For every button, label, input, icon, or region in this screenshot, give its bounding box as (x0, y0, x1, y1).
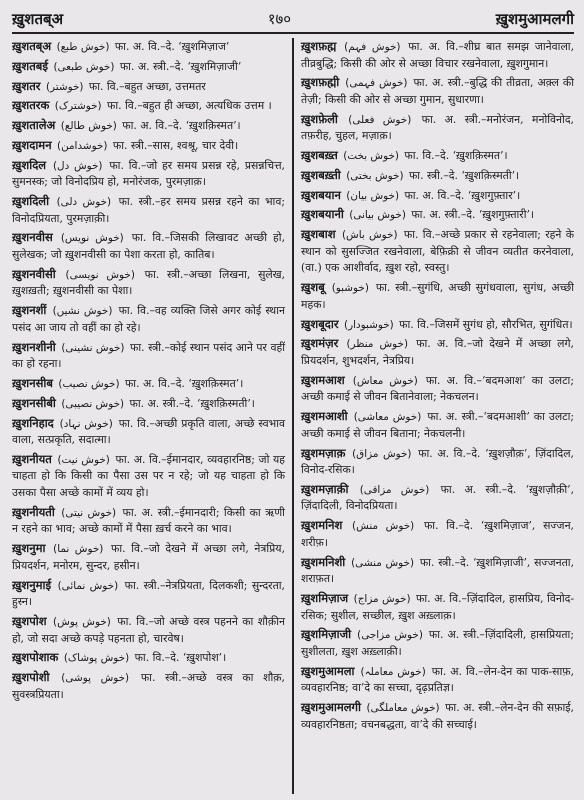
entry-definition: फा. अ. स्त्री.–ईमानदारी; किसी का ऋणी न रहने का भाव; अच्छे कामों में पैसा ख़र्च करने का भाव। (12, 505, 285, 536)
entry-headword: ख़ुशमुआमलगी (301, 700, 361, 715)
entry-headword: ख़ुशनीयती (12, 504, 55, 519)
entry-definition: फा. वि.–बहुत अच्छा, उत्तमतर (88, 79, 206, 93)
entry-urdu-spelling: (خوش دلی) (56, 196, 112, 209)
entry-headword: ख़ुशफ़ह्म (301, 39, 337, 53)
entry-urdu-spelling: (خوش نصیبی) (61, 397, 125, 410)
entry-urdu-spelling: (خوش نیت) (57, 453, 110, 466)
entry-urdu-spelling: (خوش بیان) (346, 189, 399, 202)
entry-headword: ख़ुशनशीनी (12, 339, 56, 354)
entry-headword: ख़ुशतालेअ (12, 118, 56, 133)
entry-definition: फा. वि.–दे. ‘ख़ुशमिज़ाज’, सज्जन, शरीफ़। (301, 519, 574, 549)
dictionary-entry (301, 206, 574, 224)
dictionary-entry (12, 137, 285, 155)
entry-urdu-spelling: (خوشدامن) (57, 139, 108, 152)
entry-definition: फा. वि.–दे. ‘ख़ुशपोश’। (134, 651, 227, 665)
entry-definition: फा. अ. स्त्री.–बुद्धि की तीव्रता, अक़्ल की तेज़ी; किसी की ओर से अच्छा गुमान, सुधारणा। (301, 76, 574, 106)
dictionary-entry (301, 147, 574, 165)
entry-headword: ख़ुशनवीस (12, 230, 53, 245)
entry-definition: फा. अ. वि.–दे. ‘ख़ुशज़ौक़’, ज़िंदादिल, विनोद-रसिक। (301, 446, 574, 477)
entry-headword: ख़ुशबू (301, 280, 325, 295)
dictionary-entry (12, 649, 285, 667)
entry-definition: फा. स्त्री.–नेत्रप्रियता, दिलकशी; सुन्दरता, हुस्न। (12, 578, 285, 609)
dictionary-entry (301, 481, 574, 515)
entry-urdu-spelling: (خوش نشینی) (61, 341, 125, 354)
entry-urdu-spelling: (خوش مزاق) (352, 447, 412, 460)
entry-definition: फा. वि.–अच्छी प्रकृति वाला, अच्छे स्वभाव वाला, सत्प्रकृति, सदात्मा। (12, 416, 286, 447)
entry-definition: फा. अ. स्त्री.–मनोरंजन, मनोविनोद, तफ़रीह, चुहल, मज़ाक़। (301, 112, 574, 143)
entry-urdu-spelling: (خوش نما) (53, 543, 104, 556)
entry-headword: ख़ुशतरक (12, 98, 50, 113)
dictionary-entry (12, 266, 285, 300)
dictionary-entry (301, 699, 574, 733)
entry-definition: फा. वि.–वह व्यक्ति जिसे अगर कोई स्थान पसंद आ जाय तो वहीं का हो रहे। (12, 304, 285, 334)
entry-definition: फा. वि.–जो हर समय प्रसन्न रहे, प्रसन्नचित्त, सुमनस्क; जो विनोदप्रिय हो, मनोरंजक, पुरमज़ाक़। (12, 158, 285, 189)
entry-definition: फा. अ. वि.–शीघ्र बात समझ जानेवाला, तीव्रबुद्धि; किसी की ओर से अच्छा विचार रखनेवाला, ख़ुशगुमान। (301, 40, 574, 70)
entry-definition: फा. अ. स्त्री.–लेन-देन की सफ़ाई, व्यवहारनिष्ठता; वचनबद्धता, वा’दे की सच्चाई। (301, 701, 574, 731)
dictionary-entry (301, 316, 574, 334)
entry-headword: ख़ुशमज़ाक़ी (301, 481, 349, 496)
entry-definition: फा. वि.–जो अच्छे वस्त्र पहनने का शौक़ीन हो, जो सदा अच्छे कपड़े पहनता हो, चारवेष। (12, 614, 285, 645)
entry-urdu-spelling: (خوش پوش) (53, 615, 111, 628)
entry-urdu-spelling: (خوش معاملگی) (366, 702, 440, 715)
right-column (293, 38, 574, 794)
entry-definition: फा. अ. स्त्री.–ज़िंदादिली, हासप्रियता; सुशीलता, ख़ुश अख़्लाक़ी। (301, 628, 574, 658)
column-divider (292, 38, 294, 794)
dictionary-entry (301, 408, 574, 442)
entry-urdu-spelling: (خوشبو) (331, 282, 369, 295)
entry-definition: फा. अ. वि.–जो देखने में अच्छा लगे, प्रियदर्शन, शुभदर्शन, नेत्रप्रिय। (301, 337, 574, 367)
dictionary-entry (12, 504, 285, 538)
dictionary-entry (12, 613, 285, 647)
entry-headword: ख़ुशमुआमला (301, 663, 355, 678)
entry-urdu-spelling: (خوش بخت) (343, 150, 399, 163)
entry-definition: फा. वि.–बहुत ही अच्छा, अत्यधिक उत्तम । (107, 99, 272, 113)
entry-headword: ख़ुशनिहाद (12, 415, 54, 430)
entry-headword: ख़ुशफ़ह्मी (301, 75, 340, 90)
page-header (12, 6, 574, 34)
entry-urdu-spelling: (خوش مزاج) (353, 593, 411, 605)
entry-definition: फा. अ. वि.–दे. ‘ख़ुशक़िस्मत’। (124, 376, 244, 390)
entry-definition: फा. स्त्री.–हर समय प्रसन्न रहने का भाव; विनोदप्रियता, पुरमज़ाक़ी। (12, 195, 285, 225)
entry-urdu-spelling: (خوش نشیں) (52, 305, 113, 318)
entry-definition: फा. अ. वि.–दे. ‘ख़ुशगुफ़्तार’। (404, 188, 521, 202)
dictionary-entry (301, 554, 574, 588)
dictionary-entry (12, 302, 285, 336)
entry-urdu-spelling: (خوش مزاجی) (357, 629, 423, 642)
columns (12, 38, 574, 794)
dictionary-entry (12, 97, 285, 115)
dictionary-entry (301, 111, 574, 145)
entry-definition: फा. स्त्री.–कोई स्थान पसंद आने पर वहीं का हो रहना। (12, 340, 286, 371)
entry-headword: ख़ुशबूदार (301, 316, 339, 331)
dictionary-entry (301, 590, 574, 624)
entry-urdu-spelling: (خوش نمائی) (57, 579, 119, 592)
left-column (12, 38, 293, 794)
dictionary-entry (301, 38, 574, 72)
dictionary-entry (301, 445, 574, 479)
dictionary-entry (301, 279, 574, 313)
dictionary-entry (12, 193, 285, 227)
entry-urdu-spelling: (خوش فہم) (344, 41, 401, 53)
dictionary-entry (301, 74, 574, 108)
entry-headword: ख़ुशबख़्त (301, 148, 338, 163)
dictionary-entry (301, 372, 574, 406)
entry-definition: फा. स्त्री.–अच्छे वस्त्र का शौक़, सुवस्त्रप्रियता। (12, 671, 285, 701)
entry-definition: फा. अ. वि.–ज़िंदादिल, हासप्रिय, विनोद-रसिक; सुशील, सच्छील, ख़ुश अख़्लाक़। (301, 592, 574, 622)
entry-definition: फा. अ. वि.–ईमानदार, व्यवहारनिष्ठ; जो यह चाहता हो कि किसी का पैसा उस पर न रहे; जो यह चाहता हो कि उसका पैसा अच्छे कामों में व्यय हो। (12, 452, 286, 500)
entry-headword: ख़ुशनसीब (12, 375, 53, 390)
entry-headword: ख़ुशबाश (301, 227, 336, 242)
header-right-guide-word: ख़ुशमुआमलगी (495, 10, 574, 28)
entry-urdu-spelling: (خوش منش) (352, 520, 415, 533)
entry-urdu-spelling: (خوش طالع) (60, 120, 117, 133)
entry-definition: फा. वि.–जिसकी लिखावट अच्छी हो, सुलेखक; जो ख़ुशनवीसी का पेशा करता हो, कातिब। (12, 231, 286, 262)
entry-urdu-spelling: (خوش باش) (341, 229, 398, 242)
dictionary-entry (301, 226, 574, 277)
entry-headword: ख़ुशदिल (12, 157, 47, 172)
entry-definition: फा. अ. वि.–लेन-देन का पाक-साफ़, व्यवहारनिष्ठ; वा’दे का सच्चा, दृढ़प्रतिज्ञ। (301, 664, 574, 695)
dictionary-entry (12, 395, 285, 413)
entry-urdu-spelling: (خوش بیانی) (349, 209, 406, 222)
page-number: १७० (267, 10, 292, 28)
entry-headword: ख़ुशमनिश (301, 518, 343, 533)
entry-definition: फा. स्त्री.–अच्छा लिखना, सुलेख, ख़ुशख़ती; ख़ुशनवीसी का पेशा। (12, 267, 286, 298)
entry-urdu-spelling: (خوش منشی) (351, 556, 415, 569)
entry-headword: ख़ुशमज़ाक़ (301, 445, 346, 460)
entry-headword: ख़ुशनशीं (12, 303, 47, 318)
entry-definition: फा. स्त्री.–दे. ‘ख़ुशमिज़ाजी’, सज्जनता, शराफ़त। (301, 555, 574, 586)
dictionary-entry (301, 517, 574, 551)
dictionary-entry (12, 157, 285, 191)
dictionary-entry (12, 117, 285, 135)
entry-headword: ख़ुशमआशी (301, 409, 348, 424)
dictionary-entry (301, 335, 574, 369)
entry-definition: फा. अ. वि.–‘बदमआश’ का उलटा; अच्छी कमाई से जीवन बितानेवाला; नेकचलन। (301, 373, 574, 404)
entry-urdu-spelling: (خوش نویسی) (65, 268, 135, 281)
entry-urdu-spelling: (خوش بختی) (346, 169, 404, 182)
dictionary-entry (12, 339, 285, 373)
entry-headword: ख़ुशबयानी (301, 207, 344, 222)
entry-headword: ख़ुशमंज़र (301, 336, 339, 351)
entry-definition: फा. अ. स्त्री.–दे. ‘ख़ुशमिज़ाजी’ (119, 59, 242, 73)
entry-headword: ख़ुशनसीबी (12, 395, 56, 410)
entry-definition: फा. अ. स्त्री.–‘बदमआशी’ का उलटा; अच्छी कमाई से जीवन बिताना; नेकचलनी। (301, 410, 574, 440)
entry-headword: ख़ुशमनिशी (301, 554, 346, 569)
entry-headword: ख़ुशफ़ेली (301, 111, 338, 126)
entry-urdu-spelling: (خوش معاملہ) (360, 665, 426, 678)
entry-headword: ख़ुशपोश (12, 613, 47, 628)
dictionary-entry (12, 78, 285, 96)
entry-definition: फा. स्त्री.–सास, श्वश्रू, चार देवी। (112, 138, 239, 152)
dictionary-entry (301, 187, 574, 205)
entry-definition: फा. अ. वि.–दे. ‘ख़ुशमिज़ाज’ (114, 40, 230, 53)
entry-definition: फा. स्त्री.–दे. ‘ख़ुशक़िस्मती’। (408, 168, 520, 182)
dictionary-entry (301, 167, 574, 185)
entry-headword: ख़ुशपोशाक (12, 650, 59, 665)
header-left-guide-word: ख़ुशतब्अ (12, 10, 64, 28)
entry-headword: ख़ुशनुमाई (12, 577, 52, 592)
dictionary-entry (12, 38, 285, 56)
entry-headword: ख़ुशतब्अ (12, 39, 52, 53)
entry-definition: फा. वि.–दे. ‘ख़ुशक़िस्मत’। (404, 149, 508, 163)
entry-headword: ख़ुशपोशी (12, 670, 50, 685)
entry-headword: ख़ुशदामन (12, 137, 52, 152)
entry-headword: ख़ुशमआश (301, 372, 345, 387)
entry-definition: फा. अ. वि.–दे. ‘ख़ुशक़िस्मत’। (122, 119, 241, 133)
entry-urdu-spelling: (خوش معاشی) (353, 411, 422, 424)
entry-urdu-spelling: (خوش دل) (52, 159, 103, 172)
entry-headword: ख़ुशबयान (301, 187, 341, 202)
entry-urdu-spelling: (خوش معاش) (352, 374, 418, 387)
dictionary-entry (12, 375, 285, 393)
entry-headword: ख़ुशनीयत (12, 451, 52, 466)
entry-urdu-spelling: (خوشتر) (45, 80, 84, 93)
entry-urdu-spelling: (خوش پوشاک) (63, 652, 130, 665)
entry-headword: ख़ुशनुमा (12, 541, 46, 556)
dictionary-entry (12, 669, 285, 703)
entry-urdu-spelling: (خوش نویس) (60, 232, 124, 245)
entry-urdu-spelling: (خوش مزاقی) (359, 483, 430, 496)
entry-headword: ख़ुशतर (12, 78, 41, 93)
entry-urdu-spelling: (خوش طبعی) (53, 60, 115, 73)
dictionary-entry (12, 415, 285, 449)
entry-headword: ख़ुशतबई (12, 58, 48, 73)
entry-definition: फा. वि.–जिसमें सुगंध हो, सौरभित, सुगंधित। (399, 317, 573, 331)
dictionary-entry (12, 229, 285, 263)
entry-urdu-spelling: (خوش فہمی) (345, 77, 408, 90)
entry-definition: फा. वि.–जो देखने में अच्छा लगे, नेत्रप्रिय, प्रियदर्शन, मनोरम, सुन्दर, हसीन। (12, 542, 286, 572)
entry-definition: फा. स्त्री.–सुगंधि, अच्छी सुगंधवाला, सुगंध, अच्छी महक। (301, 281, 574, 311)
dictionary-entry (12, 451, 285, 502)
entry-headword: ख़ुशमिज़ाज (301, 591, 349, 605)
dictionary-entry (12, 58, 285, 76)
entry-urdu-spelling: (خوش نصیب) (58, 377, 120, 390)
entry-headword: ख़ुशमिज़ाजी (301, 627, 352, 642)
entry-urdu-spelling: (خوش فعلی) (348, 113, 412, 126)
entry-definition: फा. अ. स्त्री.–दे. ‘ख़ुशक़िस्मती’। (129, 396, 255, 410)
entry-urdu-spelling: (خوشبودار) (344, 318, 394, 331)
entry-definition: फा. अ. स्त्री.–दे. ‘ख़ुशज़ौक़ी’, ज़िंदादिली, विनोदप्रियता। (301, 482, 574, 513)
dictionary-entry (12, 577, 285, 611)
entry-urdu-spelling: (خوش نیتی) (61, 506, 117, 519)
entry-urdu-spelling: (خوش پوشی) (61, 672, 130, 685)
entry-headword: ख़ुशदिली (12, 194, 50, 209)
entry-headword: ख़ुशनवीसी (12, 266, 56, 281)
entry-urdu-spelling: (خوش نہاد) (59, 417, 113, 430)
dictionary-entry (12, 540, 285, 574)
entry-headword: ख़ुशबख़्ती (301, 167, 341, 182)
entry-urdu-spelling: (خوش منظر) (346, 338, 409, 351)
entry-definition: फा. वि.–अच्छे प्रकार से रहनेवाला; रहने के स्थान को सुसज्जित रखनेवाला, बेफ़िक्री से जीवन व्यतीत करनेवाला, (वा.) एक आशीर्वाद, ख़ुश रहो, स्वस्तु। (301, 228, 574, 275)
entry-definition: फा. अ. स्त्री.–दे. ‘ख़ुशगुफ़्तारी’। (411, 208, 535, 222)
entry-urdu-spelling: (خوش طبع) (56, 41, 110, 53)
dictionary-entry (301, 663, 574, 697)
entry-urdu-spelling: (خوشترک) (54, 100, 102, 113)
dictionary-entry (301, 626, 574, 660)
